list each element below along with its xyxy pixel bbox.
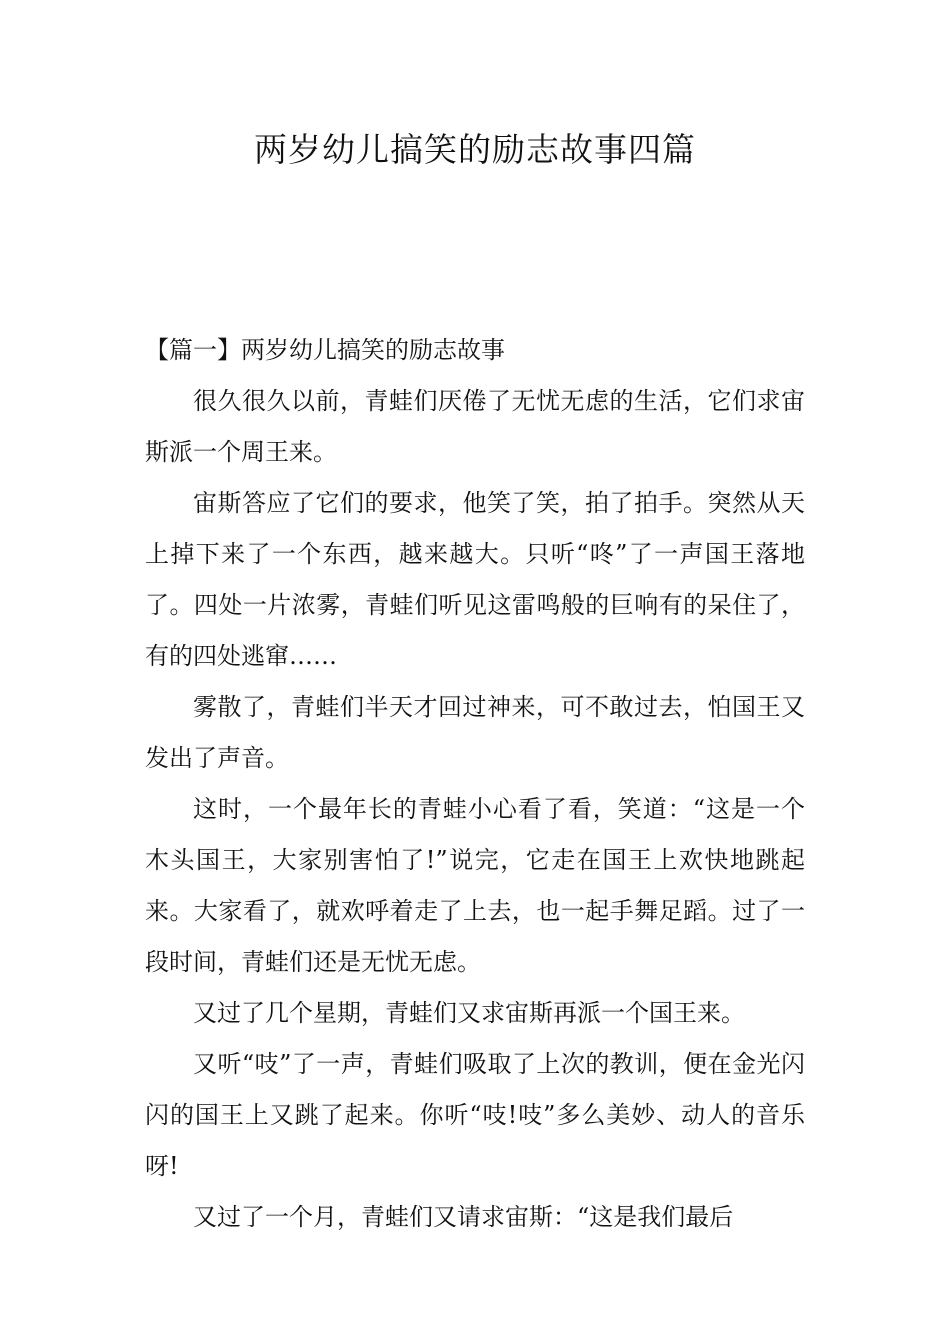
document-title: 两岁幼儿搞笑的励志故事四篇 [254,130,696,169]
section-heading: 【篇一】两岁幼儿搞笑的励志故事 [145,336,505,364]
paragraph: 宙斯答应了它们的要求，他笑了笑，拍了拍手。突然从天上掉下来了一个东西，越来越大。只听“咚”了一声国王落地了。四处一片浓雾，青蛙们听见这雷鸣般的巨响有的呆住了，有的四处逃窜…… [145,489,805,670]
paragraph: 这时，一个最年长的青蛙小心看了看，笑道：“这是一个木头国王，大家别害怕了!”说完，它走在国王上欢快地跳起来。大家看了，就欢呼着走了上去，也一起手舞足蹈。过了一段时间，青蛙们还是无忧无虑。 [145,795,805,976]
paragraph: 雾散了，青蛙们半天才回过神来，可不敢过去，怕国王又发出了声音。 [145,693,805,772]
paragraph: 很久很久以前，青蛙们厌倦了无忧无虑的生活，它们求宙斯派一个周王来。 [145,387,805,466]
paragraph: 又听“吱”了一声，青蛙们吸取了上次的教训，便在金光闪闪的国王上又跳了起来。你听“吱!吱”多么美妙、动人的音乐呀! [145,1050,805,1180]
paragraph: 又过了一个月，青蛙们又请求宙斯：“这是我们最后 [193,1203,734,1231]
document-body [145,325,805,1243]
paragraph: 又过了几个星期，青蛙们又求宙斯再派一个国王来。 [193,999,745,1027]
